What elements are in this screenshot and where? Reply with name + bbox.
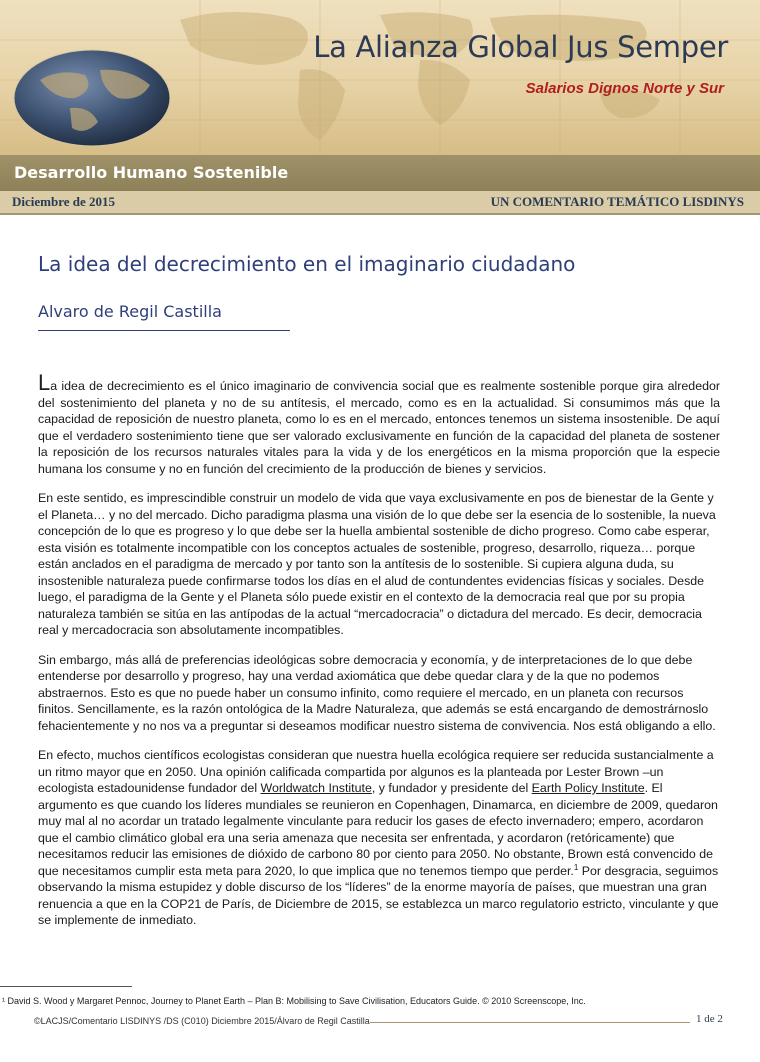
footer-copyright: ©LACJS/Comentario LISDINYS /DS (C010) Diciembre 2015/Álvaro de Regil Castilla: [34, 1016, 370, 1026]
article-body: [38, 370, 720, 942]
paragraph-4-text-b: , y fundador y presidente del: [371, 781, 532, 795]
section-bar: [0, 155, 760, 191]
paragraph-4-text-a: En efecto, muchos científicos ecologistas consideran que nuestra huella ecológica requiere ser reducida sustancialmente a un ritmo mayor que en 2050. Una opinión calificada compartida por algunos es la planteada por Lester Brown –un ecologista estadounidense fundador del: [38, 748, 714, 795]
site-title: La Alianza Global Jus Semper: [313, 30, 728, 64]
footnote-ref[interactable]: 1: [573, 862, 579, 872]
header-banner: [0, 0, 760, 155]
article-title: La idea del decrecimiento en el imaginario ciudadano: [38, 252, 576, 276]
section-title: Desarrollo Humano Sostenible: [14, 163, 289, 182]
paragraph-4: [38, 747, 720, 929]
worldwatch-link[interactable]: Worldwatch Institute: [260, 781, 372, 795]
footnote-1: ¹ David S. Wood y Margaret Pennoc, Journey to Planet Earth – Plan B: Mobilising to Save Civilisation, Educators Guide. © 2010 Screenscope, Inc.: [2, 996, 586, 1006]
meta-bar: [0, 191, 760, 215]
publication-date: Diciembre de 2015: [12, 194, 116, 209]
drop-cap: L: [38, 370, 51, 395]
paragraph-1: [38, 370, 720, 477]
page-number: 1 de 2: [696, 1013, 723, 1025]
author-underline: [38, 330, 290, 331]
site-subtitle: Salarios Dignos Norte y Sur: [525, 80, 724, 97]
series-label: UN COMENTARIO TEMÁTICO LISDINYS: [490, 194, 744, 209]
globe-icon: [0, 40, 170, 150]
paragraph-4-text-d: Por desgracia, seguimos observando la misma estupidez y doble discurso de los “líderes” de la enorme mayoría de países, que muestran una gran renuencia a que en la COP21 de París, de Diciembre de 2015, se establezca un marco regulatorio estricto, vinculante y que se implemente de inmediato.: [38, 863, 719, 927]
earth-policy-link[interactable]: Earth Policy Institute: [531, 781, 645, 795]
footnote-divider: [0, 986, 132, 987]
footer-rule: [370, 1022, 690, 1023]
paragraph-3: Sin embargo, más allá de preferencias ideológicas sobre democracia y economía, y de interpretaciones de lo que debe entenderse por desarrollo y progreso, hay una verdad axiomática que debe quedar clara y de la que no podemos abstraernos. Esto es que no puede haber un consumo infinito, como requiere el mercado, en un planeta con recursos finitos. Sencillamente, es la razón ontológica de la Madre Naturaleza, que además se está encargando de demostrárnoslo fehacientemente y no nos va a preguntar si deseamos modificar nuestro sistema de convivencia. Nos está obligando a ello.: [38, 652, 716, 733]
paragraph-2: En este sentido, es imprescindible construir un modelo de vida que vaya exclusivamente en pos de bienestar de la Gente y el Planeta… y no del mercado. Dicho paradigma plasma una visión de lo que debe ser la esencia de lo sostenible, la nueva concepción de lo que es progreso y lo que debe ser la huella ambiental sostenible de dicho progreso. Como cabe esperar, esta visión es totalmente incompatible con los conceptos actuales de sostenible, progreso, desarrollo, riqueza… porque están anclados en el paradigma de mercado y por tanto son la antítesis de lo sostenible. Si cupiera alguna duda, su insostenible naturaleza puede confirmarse todos los días en el alud de contundentes evidencias físicas y sociales. Desde luego, el paradigma de la Gente y el Planeta sólo puede existir en el contexto de la democracia real que por su propia naturaleza también se sitúa en las antípodas de la actual “mercadocracia” o dictadura del mercado. Es decir, democracia real y mercadocracia son absolutamente incompatibles.: [38, 491, 716, 637]
paragraph-1-text: a idea de decrecimiento es el único imaginario de convivencia social que es realmente sostenible porque gira alrededor del sostenimiento del planeta y no de su antítesis, el mercado, como es en la actualidad. Si consumimos más que la capacidad de reposición de nuestro planeta, como lo es en el mercado, entonces tenemos un sistema insostenible. De aquí que el verdadero sostenimiento tiene que ser valorado exclusivamente en función de la capacidad del planeta de sostener la reposición de los recursos naturales vitales para la vida y de los energéticos en la misma proporción que la especie humana los consume y no en función del crecimiento de la producción de bienes y servicios.: [38, 379, 720, 476]
paragraph-4-text-c: . El argumento es que cuando los líderes mundiales se reunieron en Copenhagen, Dinamarca, en diciembre de 2009, quedaron muy mal al no acordar un tratado legalmente vinculante para reducir los gases de efecto invernadero; empero, acordaron que el cambio climático global era una seria amenaza que necesita ser enfrentada, y acordaron (retóricamente) que necesitamos reducir las emisiones de dióxido de carbono 80 por ciento para 2050. No obstante, Brown está convencido de que necesitamos cumplir esta meta para 2020, lo que implica que no tenemos tiempo que perder.: [38, 781, 718, 878]
article-author: Alvaro de Regil Castilla: [38, 302, 222, 321]
